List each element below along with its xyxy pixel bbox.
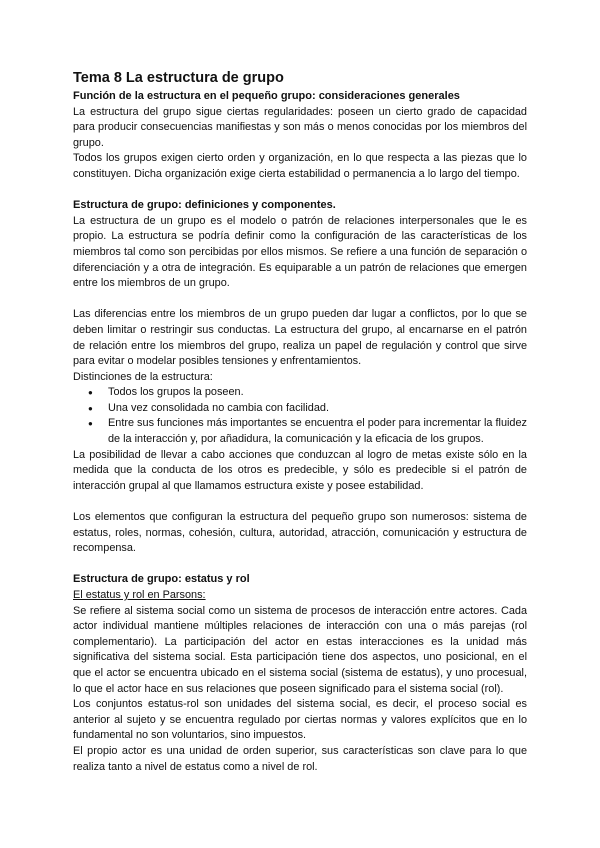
spacer bbox=[73, 494, 527, 510]
list-item: ● Todos los grupos la poseen. bbox=[108, 385, 527, 401]
page-title: Tema 8 La estructura de grupo bbox=[73, 70, 284, 86]
bullet-list bbox=[73, 385, 527, 447]
section-heading-function: Función de la estructura en el pequeño grupo: consideraciones generales bbox=[73, 90, 460, 102]
paragraph: El propio actor es una unidad de orden superior, sus características son clave para lo que realiza tanto a nivel de estatus como a nivel de rol. bbox=[73, 744, 527, 773]
list-intro: Distinciones de la estructura: bbox=[73, 370, 213, 383]
list-item: ● Una vez consolidada no cambia con facilidad. bbox=[108, 401, 527, 417]
paragraph: Los elementos que configuran la estructura del pequeño grupo son numerosos: sistema de estatus, roles, normas, cohesión, cultura, autoridad, atracción, comunicación y estructura de recompensa. bbox=[73, 511, 527, 555]
paragraph: Todos los grupos exigen cierto orden y organización, en lo que respecta a las piezas que lo constituyen. Dicha organización exige cierta estabilidad o permanencia a lo largo del tiempo. bbox=[73, 152, 527, 180]
subheading-parsons: El estatus y rol en Parsons: bbox=[73, 589, 206, 601]
paragraph: La estructura de un grupo es el modelo o patrón de relaciones interpersonales que le es propio. La estructura se podría definir como la configuración de las características de los miembros tal como son percibidas por ellos mismos. Se refiere a una función de separación o diferenciación y a otra de integración. Es equiparable a un patrón de relaciones que emergen entre los miembros de un grupo. bbox=[73, 214, 527, 290]
list-item: ● Entre sus funciones más importantes se encuentra el poder para incrementar la fluidez de la interacción y, por añadidura, la comunicación y la eficacia de los grupos. bbox=[108, 416, 527, 447]
spacer bbox=[73, 183, 527, 199]
paragraph: La posibilidad de llevar a cabo acciones que conduzcan al logro de metas existe sólo en la medida que la conducta de los otros es predecible, y sólo es predecible si el patrón de interacción grupal al que llamamos estructura existe y posee estabilidad. bbox=[73, 448, 527, 492]
spacer bbox=[73, 557, 527, 573]
paragraph: Las diferencias entre los miembros de un grupo pueden dar lugar a conflictos, por lo que se deben limitar o restringir sus conductas. La estructura del grupo, al encarnarse en el patrón de relación entre los miembros del grupo, realiza un papel de regulación y control que sirve para evitar o modelar posibles tensiones y enfrentamientos. bbox=[73, 308, 527, 368]
section-heading-status-role: Estructura de grupo: estatus y rol bbox=[73, 573, 250, 586]
document-body bbox=[73, 70, 527, 775]
section-heading-definitions: Estructura de grupo: definiciones y componentes. bbox=[73, 199, 336, 212]
spacer bbox=[73, 292, 527, 308]
paragraph: La estructura del grupo sigue ciertas regularidades: poseen un cierto grado de capacidad para producir consecuencias manifiestas y son más o menos conocidas por los miembros del grupo. bbox=[73, 105, 527, 149]
paragraph: Se refiere al sistema social como un sistema de procesos de interacción entre actores. Cada actor individual mantiene múltiples relaciones de interacción con una o más parejas (rol complementario). La participación del actor en estas interacciones es la unidad más significativa del sistema social. Esta participación tiene dos aspectos, uno posicional, en el que el actor se encuentra ubicado en el sistema social (sistema de estatus), y uno procesual, lo que el actor hace en sus relaciones que poseen significado para el sistema social (rol). bbox=[73, 604, 527, 695]
paragraph: Los conjuntos estatus-rol son unidades del sistema social, es decir, el proceso social es anterior al sujeto y se encuentra regulado por ciertas normas y valores explícitos que en lo fundamental no son voluntarios, sino impuestos. bbox=[73, 698, 527, 742]
